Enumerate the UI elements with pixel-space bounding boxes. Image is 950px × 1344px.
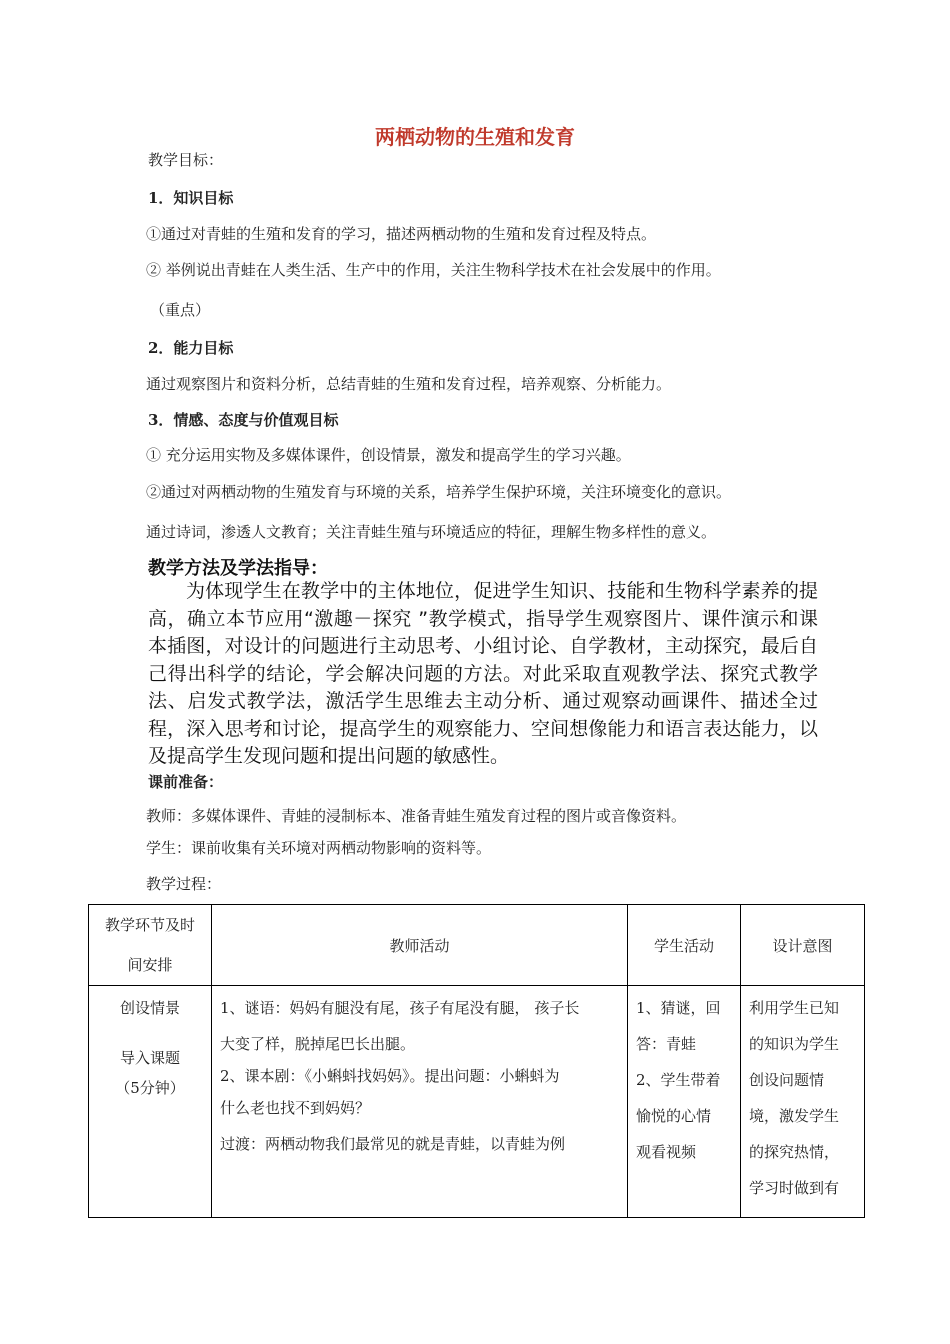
prep-student: 学生：课前收集有关环境对两栖动物影响的资料等。 [146,839,492,857]
header-teacher [212,905,628,986]
row-stage [89,986,212,1218]
student-line: 2、学生带着 [636,1071,721,1089]
emotion-heading: 3．情感、态度与价值观目标 [148,411,339,429]
knowledge-heading: 1．知识目标 [148,189,234,207]
method-paragraph: 为体现学生在教学中的主体地位，促进学生知识、技能和生物科学素养的提高，确立本节应用“激趣－探究 ”教学模式，指导学生观察图片、课件演示和课本插图，对设计的问题进行主动思考、小组讨论、自学教材，主动探究，最后自己得出科学的结论，学会解决问题的方法。对此采取直观教学法、探究式教学法、启发式教学法，激活学生思维去主动分析、通过观察动画课件、描述全过程，深入思考和讨论，提高学生的观察能力、空间想像能力和语言表达能力，以及提高学生发现问题和提出问题的敏感性。 [148,580,818,767]
knowledge-note: （重点） [150,301,211,319]
intent-line: 的探究热情， [749,1143,840,1161]
page-title: 两栖动物的生殖和发育 [375,125,575,149]
goals-label: 教学目标： [148,151,224,169]
teacher-line: 什么老也找不到妈妈？ [220,1099,371,1117]
student-line: 1、猜谜，回 [636,999,721,1017]
header-stage-line: 教学环节及时 [104,916,195,934]
header-intent-label: 设计意图 [772,936,833,955]
knowledge-item-2: ② 举例说出青蛙在人类生活、生产中的作用，关注生物科学技术在社会发展中的作用。 [146,261,721,279]
header-student [628,905,741,986]
stage-line: 创设情景 [119,999,180,1017]
method-heading: 教学方法及学法指导： [148,558,328,579]
process-table [88,904,865,1218]
header-teacher-label: 教师活动 [389,936,450,955]
stage-line: 导入课题 [119,1049,180,1067]
intent-line: 境，激发学生 [749,1107,840,1125]
student-line: 观看视频 [636,1143,697,1161]
ability-heading: 2．能力目标 [148,339,234,357]
header-student-label: 学生活动 [653,936,714,955]
ability-text: 通过观察图片和资料分析，总结青蛙的生殖和发育过程，培养观察、分析能力。 [146,375,672,393]
row-teacher [212,986,628,1218]
table-row [89,986,865,1218]
intent-line: 利用学生已知 [749,999,840,1017]
intent-line: 学习时做到有 [749,1179,840,1197]
student-line: 答：青蛙 [636,1035,697,1053]
intent-line: 创设问题情 [749,1071,825,1089]
teacher-line: 大变了样，脱掉尾巴长出腿。 [220,1035,416,1053]
intent-line: 的知识为学生 [749,1035,840,1053]
table-header-row [89,905,865,986]
row-intent [741,986,865,1218]
prep-heading: 课前准备： [148,773,224,791]
header-intent [741,905,865,986]
prep-teacher: 教师：多媒体课件、青蛙的浸制标本、准备青蛙生殖发育过程的图片或音像资料。 [146,807,687,825]
header-stage-line: 间安排 [127,956,173,974]
student-line: 愉悦的心情 [636,1107,712,1125]
emotion-item-2: ②通过对两栖动物的生殖发育与环境的关系，培养学生保护环境，关注环境变化的意识。 [146,483,732,501]
teacher-line: 2、课本剧：《小蝌蚪找妈妈》。提出问题：小蝌蚪为 [220,1067,560,1085]
row-student [628,986,741,1218]
teacher-line: 1、谜语：妈妈有腿没有尾，孩子有尾没有腿， 孩子长 [220,999,580,1017]
stage-line: （5分钟） [115,1079,185,1097]
header-stage [89,905,212,986]
teacher-line: 过渡：两栖动物我们最常见的就是青蛙，以青蛙为例 [220,1135,566,1153]
emotion-item-3: 通过诗词，渗透人文教育；关注青蛙生殖与环境适应的特征，理解生物多样性的意义。 [146,523,717,541]
knowledge-item-1: ①通过对青蛙的生殖和发育的学习，描述两栖动物的生殖和发育过程及特点。 [146,225,657,243]
process-label: 教学过程： [146,875,222,893]
emotion-item-1: ① 充分运用实物及多媒体课件，创设情景，激发和提高学生的学习兴趣。 [146,446,631,464]
